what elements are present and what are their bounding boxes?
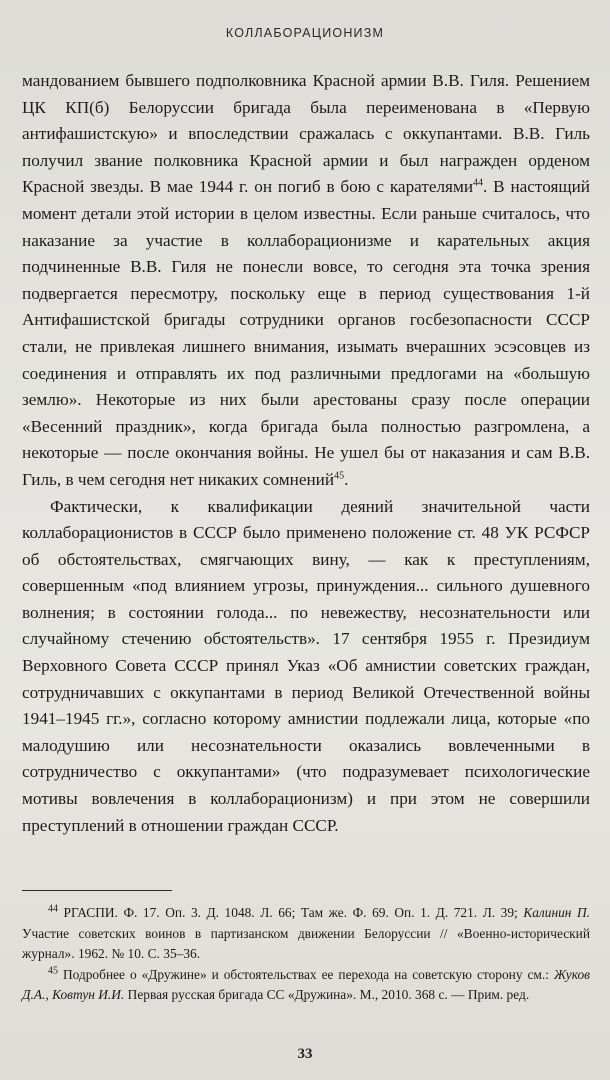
footnote-44-number: 44 — [48, 903, 58, 915]
footnote-45-author: Жуков Д.А., Ковтун И.И. — [22, 966, 590, 1003]
footnote-divider — [22, 890, 172, 891]
footnote-44-text-a: РГАСПИ. Ф. 17. Оп. 3. Д. 1048. Л. 66; Там же. Ф. 69. Оп. 1. Д. 721. Л. 39; — [58, 905, 524, 920]
paragraph-2: Фактически, к квалификации деяний значительной части коллаборационистов в СССР было применено положение ст. 48 УК РСФСР об обстоятельствах, смягчающих вину, — как к преступлениям, совершенным «под влиянием угрозы, принуждения... сильного душевного волнения; в состоянии голода... по невежеству, несознательности или случайному стечению обстоятельств». 17 сентября 1955 г. Президиум Верховного Совета СССР принял Указ «Об амнистии советских граждан, сотрудничавших с оккупантами в период Великой Отечественной войны 1941–1945 гг.», согласно которому амнистии подлежали лица, которые «по малодушию или несознательности оказались вовлеченными в сотрудничество с оккупантами» (что подразумевает психологические мотивы вовлечения в коллаборационизм) и при этом не совершили преступлений в отношении граждан СССР. — [22, 496, 590, 835]
footnote-45 — [22, 965, 590, 1006]
footnote-45-number: 45 — [48, 965, 58, 977]
footnote-45-text-b: Первая русская бригада СС «Дружина». М., 2010. 368 с. — Прим. ред. — [124, 987, 530, 1003]
paragraph-1-text-b: . В настоящий момент детали этой истории в целом известны. Если раньше считалось, что наказание за участие в коллаборационизме и карательных акция подчиненные В.В. Гиля не понесли вовсе, то сегодня эта точка зрения подвергается пересмотру, поскольку еще в период существования 1-й Антифашистской бригады сотрудники органов госбезопасности СССР стали, не привлекая лишнего внимания, изымать вчерашних эсэсовцев из соединения и отправлять их под различными предлогами на «большую землю». Некоторые из них были арестованы сразу после операции «Весенний праздник», когда бригада была полностью разгромлена, а некоторые — после окончания войны. Не ушел бы от наказания и сам В.В. Гиль, в чем сегодня нет никаких сомнений — [22, 177, 590, 489]
footnote-44-text-b: Участие советских воинов в партизанском движении Белоруссии // «Военно-исторический журнал». 1962. № 10. С. 35–36. — [22, 925, 590, 962]
footnote-ref-44: 44 — [473, 177, 484, 189]
running-head: КОЛЛАБОРАЦИОНИЗМ — [225, 26, 385, 40]
footnote-ref-45: 45 — [334, 470, 345, 482]
main-text — [22, 68, 590, 839]
paragraph-1 — [22, 68, 590, 494]
page-number: 33 — [297, 1046, 313, 1062]
paragraph-1-text-a: мандованием бывшего подполковника Красной армии В.В. Гиля. Решением ЦК КП(б) Белоруссии бригада была переименована в «Первую антифашистскую» и впоследствии сражалась с оккупантами. В.В. Гиль получил звание полковника Красной армии и был награжден орденом Красной звезды. В мае 1944 г. он погиб в бою с карателями — [22, 71, 590, 197]
footnote-45-text-a: Подробнее о «Дружине» и обстоятельствах ее перехода на советскую сторону см.: — [58, 966, 554, 982]
footnote-44-author: Калинин П. — [523, 905, 591, 920]
footnote-44 — [22, 903, 590, 965]
footnotes — [22, 903, 590, 1006]
paragraph-1-text-c: . — [344, 469, 349, 489]
